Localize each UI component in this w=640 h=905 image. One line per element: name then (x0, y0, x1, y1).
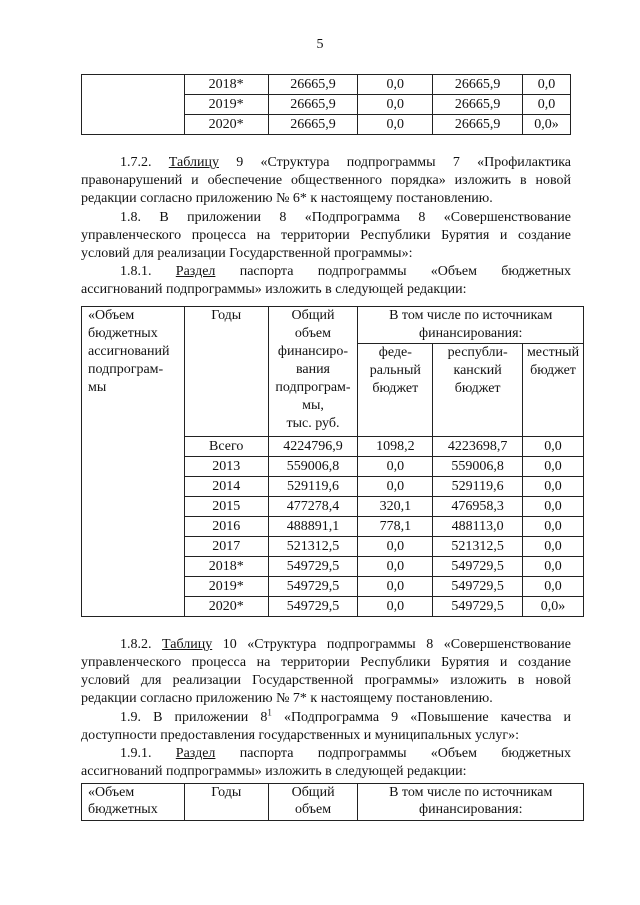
header-line: ральный (369, 363, 421, 378)
sources-header (358, 307, 584, 344)
local-cell: 0,0 (523, 537, 584, 557)
header-line: вания (295, 362, 331, 377)
label-line: ассигнований (88, 344, 170, 359)
local-cell: 0,0 (523, 497, 584, 517)
label-line: мы (88, 380, 107, 395)
federal-cell: 0,0 (358, 577, 433, 597)
year-cell: 2014 (184, 477, 268, 497)
header-line: бюджет (372, 381, 419, 396)
table-row (82, 75, 571, 95)
header-line: финансиро- (277, 344, 349, 359)
local-cell: 0,0 (523, 437, 584, 457)
local-cell: 0,0 (523, 457, 584, 477)
republic-header (433, 344, 523, 437)
label-line: бюджетных (88, 802, 158, 817)
header-line: бюджет (454, 381, 501, 396)
paragraph-line: условий для реализации Государственной программы» изложить в новой (81, 673, 571, 688)
header-line: бюджет (530, 363, 576, 378)
total-cell: 549729,5 (268, 597, 358, 617)
total-cell: 521312,5 (268, 537, 358, 557)
paragraph-text: «Подпрограмма 9 «Повышение качества и (271, 710, 571, 725)
clause-number: 1.7.2. (120, 155, 152, 170)
republic-cell: 488113,0 (433, 517, 523, 537)
local-cell: 0,0» (523, 115, 571, 135)
years-header: Годы (184, 307, 268, 437)
paragraph-line: условий для реализации Государственной программы»: (81, 246, 413, 261)
paragraph-line (81, 745, 571, 763)
republic-cell: 559006,8 (433, 457, 523, 477)
header-line: В том числе по источникам (389, 785, 553, 800)
year-cell: 2018* (184, 75, 268, 95)
local-header (523, 344, 584, 437)
republic-cell: 549729,5 (433, 597, 523, 617)
local-cell: 0,0 (523, 517, 584, 537)
local-cell: 0,0 (523, 75, 571, 95)
total-cell: 529119,6 (268, 477, 358, 497)
year-cell: 2017 (184, 537, 268, 557)
header-line: объем (294, 326, 332, 341)
label-line: «Объем (88, 308, 135, 323)
total-cell: 26665,9 (268, 115, 358, 135)
total-cell: 4224796,9 (268, 437, 358, 457)
federal-cell: 0,0 (358, 597, 433, 617)
paragraph-1-9-1 (81, 745, 571, 781)
total-header (268, 307, 358, 437)
table-header-row (82, 784, 584, 821)
paragraph-line: редакции согласно приложению № 6* к настоящему постановлению. (81, 191, 493, 206)
republic-cell: 549729,5 (433, 557, 523, 577)
paragraph-line: доступности предоставления государственных и муниципальных услуг»: (81, 728, 519, 743)
federal-cell: 0,0 (358, 477, 433, 497)
paragraph-line (81, 709, 571, 727)
local-cell: 0,0 (523, 95, 571, 115)
federal-cell: 0,0 (358, 115, 433, 135)
header-line: финансирования: (419, 326, 523, 341)
federal-header (358, 344, 433, 437)
section-link[interactable]: Раздел (175, 264, 216, 279)
total-cell: 559006,8 (268, 457, 358, 477)
label-cell (82, 75, 185, 135)
paragraph-line: ассигнований подпрограммы» изложить в следующей редакции: (81, 764, 467, 779)
local-cell: 0,0 (523, 577, 584, 597)
header-line: республи- (447, 345, 508, 360)
federal-cell: 778,1 (358, 517, 433, 537)
clause-number: 1.8.2. (120, 637, 152, 652)
year-cell: 2019* (184, 577, 268, 597)
paragraph-line: управленческого процесса на территории Республики Бурятия и создание (81, 228, 571, 243)
total-header (268, 784, 358, 821)
header-line: канский (453, 363, 502, 378)
header-line: финансирования: (419, 802, 523, 817)
paragraph-line: ассигнований подпрограммы» изложить в следующей редакции: (81, 282, 467, 297)
local-cell: 0,0 (523, 477, 584, 497)
republic-cell: 529119,6 (433, 477, 523, 497)
paragraph-line: правонарушений и обеспечение общественного порядка» изложить в новой (81, 173, 571, 188)
paragraph-line: управленческого процесса на территории Республики Бурятия и создание (81, 655, 571, 670)
paragraph-text: 10 «Структура подпрограммы 8 «Совершенствование (212, 637, 571, 652)
republic-cell: 549729,5 (433, 577, 523, 597)
paragraph-line: 1.8. В приложении 8 «Подпрограмма 8 «Совершенствование (120, 210, 571, 225)
paragraph-text: 9 «Структура подпрограммы 7 «Профилактика (218, 155, 571, 170)
paragraph-1-8-1 (81, 263, 571, 299)
paragraph-1-8-2 (81, 636, 571, 708)
year-cell: 2013 (184, 457, 268, 477)
header-line: местный (526, 345, 580, 360)
total-cell: 549729,5 (268, 577, 358, 597)
total-cell: 488891,1 (268, 517, 358, 537)
republic-cell: 26665,9 (433, 95, 523, 115)
superscript: 1 (267, 709, 272, 718)
section-link[interactable]: Раздел (175, 746, 216, 761)
budget-allocations-table-2 (81, 783, 584, 821)
header-line: Общий (291, 308, 335, 323)
federal-cell: 0,0 (358, 557, 433, 577)
federal-cell: 1098,2 (358, 437, 433, 457)
paragraph-line (81, 263, 571, 281)
year-cell: 2018* (184, 557, 268, 577)
federal-cell: 0,0 (358, 457, 433, 477)
year-cell: Всего (184, 437, 268, 457)
table-link[interactable]: Таблицу (168, 155, 219, 170)
header-line: феде- (378, 345, 412, 360)
year-cell: 2020* (184, 115, 268, 135)
paragraph-line (81, 154, 571, 172)
republic-cell: 521312,5 (433, 537, 523, 557)
federal-cell: 0,0 (358, 75, 433, 95)
year-cell: 2016 (184, 517, 268, 537)
clause-number: 1.8.1. (120, 264, 152, 279)
table-link[interactable]: Таблицу (162, 637, 213, 652)
paragraph-text: 1.9. В приложении 8 (120, 710, 268, 725)
paragraph-line: редакции согласно приложению № 7* к настоящему постановлению. (81, 691, 493, 706)
republic-cell: 476958,3 (433, 497, 523, 517)
paragraph-1-9 (81, 709, 571, 745)
passport-label-cell (82, 784, 185, 821)
local-cell: 0,0» (523, 597, 584, 617)
year-cell: 2020* (184, 597, 268, 617)
paragraph-text: паспорта подпрограммы «Объем бюджетных (215, 264, 571, 279)
paragraph-text: паспорта подпрограммы «Объем бюджетных (215, 746, 571, 761)
header-line: тыс. руб. (286, 416, 340, 431)
federal-cell: 0,0 (358, 95, 433, 115)
page-number: 5 (316, 37, 324, 52)
label-line: подпрограм- (88, 362, 164, 377)
federal-cell: 320,1 (358, 497, 433, 517)
republic-cell: 4223698,7 (433, 437, 523, 457)
header-line: В том числе по источникам (389, 308, 553, 323)
clause-number: 1.9.1. (120, 746, 152, 761)
year-cell: 2019* (184, 95, 268, 115)
local-cell: 0,0 (523, 557, 584, 577)
sources-header (358, 784, 584, 821)
republic-cell: 26665,9 (433, 75, 523, 95)
total-cell: 477278,4 (268, 497, 358, 517)
header-line: подпрограм- (275, 380, 351, 395)
republic-cell: 26665,9 (433, 115, 523, 135)
label-line: «Объем (88, 785, 135, 800)
paragraph-line (81, 636, 571, 654)
header-line: объем (295, 802, 332, 817)
paragraph-1-7-2 (81, 154, 571, 208)
paragraph-1-8 (81, 209, 571, 263)
passport-label-cell (82, 307, 185, 617)
federal-cell: 0,0 (358, 537, 433, 557)
budget-allocations-table (81, 306, 584, 617)
total-cell: 26665,9 (268, 75, 358, 95)
years-header: Годы (184, 784, 268, 821)
budget-table-continuation (81, 74, 571, 135)
year-cell: 2015 (184, 497, 268, 517)
label-line: бюджетных (88, 326, 158, 341)
header-line: Общий (291, 785, 335, 800)
header-line: мы, (302, 398, 324, 413)
total-cell: 26665,9 (268, 95, 358, 115)
table-header-row (82, 307, 584, 344)
total-cell: 549729,5 (268, 557, 358, 577)
